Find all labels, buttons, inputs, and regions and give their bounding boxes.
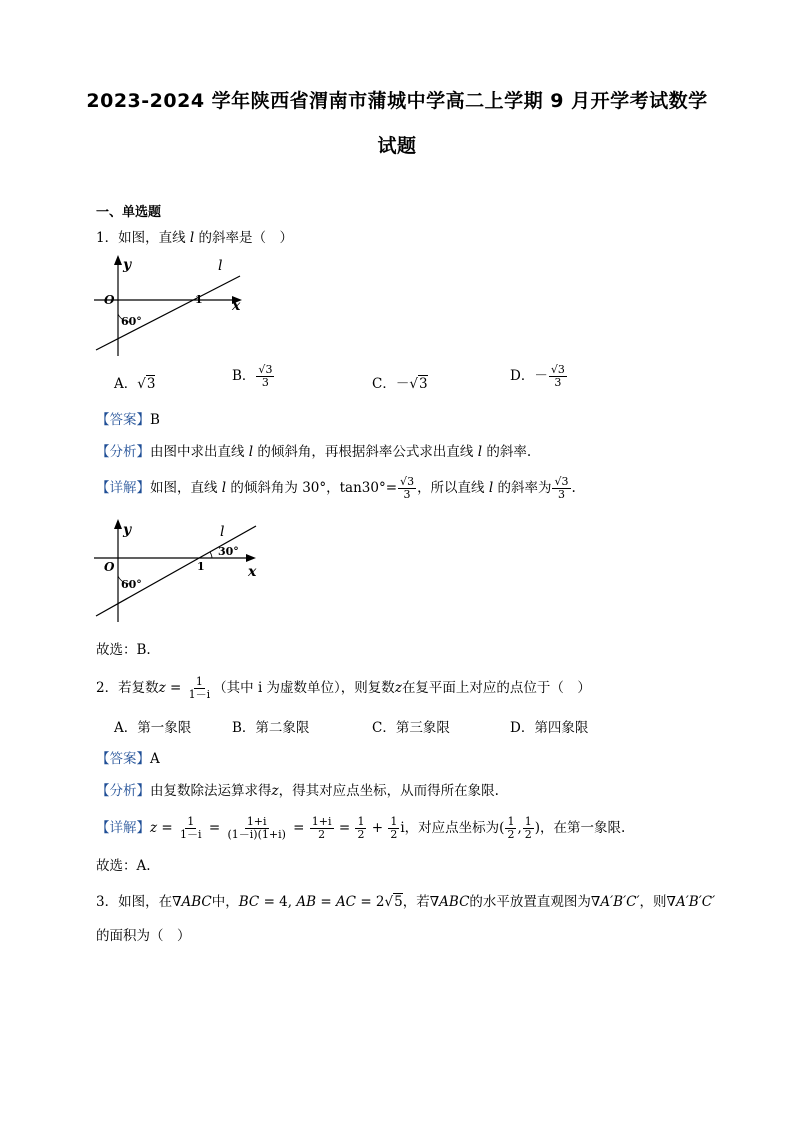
section-heading: 一、单选题 (96, 205, 162, 220)
label-x: x (232, 298, 241, 314)
q2-stem: 2．若复数z = $\frac{1}{1-i}$ （其中 i 为虚数单位），则复数z在复平面上对应的点位于（ ） (96, 675, 591, 701)
page-title-line1: 2023-2024 学年陕西省渭南市蒲城中学高二上学期 9 月开学考试数学 (86, 90, 708, 112)
q1-analysis: 【分析】由图中求出直线 l 的倾斜角，再根据斜率公式求出直线 l 的斜率. (96, 444, 532, 460)
q2-analysis: 【分析】由复数除法运算求得z，得其对应点坐标，从而得所在象限. (96, 783, 499, 799)
angle-arc-30 (210, 552, 212, 558)
label-angle60: 60° (121, 315, 142, 328)
y-arrow (114, 255, 122, 265)
label-y: y (123, 522, 132, 538)
sqrt-symbol: √3 (409, 376, 428, 392)
label-x: x (248, 564, 257, 580)
q1-detail: 【详解】如图，直线 l 的倾斜角为 30°，tan30°= $\frac{√3}{3}$ ，所以直线 l 的斜率为 $\frac{√3}{3}$ . (96, 475, 576, 501)
page-title-line2: 试题 (377, 135, 417, 157)
q2-conclusion: 故选：A. (96, 858, 151, 874)
y-arrow (114, 519, 122, 529)
label-o: O (104, 293, 115, 307)
q1-option-b: B． $\frac{√3}{3}$ (232, 363, 273, 389)
q1-option-c: C．－√3 (372, 376, 428, 392)
label-angle30: 30° (218, 545, 239, 558)
q2-detail: 【详解】z = $\frac{1}{1-i}$ = $\frac{1+i}{(1-i)(1+i)}$ = $\frac{1+i}{2}$ = $\frac{1}{2}$ + $\frac{1}{2}$ i，对应点坐标为( $\frac{1}{2}$ , $\frac{1}{2}$ )，在第一象限. (96, 815, 626, 841)
q3-stem-line2: 的面积为（ ） (96, 928, 191, 944)
x-arrow (246, 554, 256, 562)
q2-option-b: B．第二象限 (232, 720, 310, 736)
q1-option-d: D．－ $\frac{√3}{3}$ (510, 363, 565, 389)
label-y: y (123, 257, 132, 273)
q1-conclusion: 故选：B. (96, 642, 151, 658)
q1-answer: 【答案】B (96, 412, 160, 428)
label-one: 1 (197, 560, 205, 573)
label-angle60: 60° (121, 578, 142, 591)
sqrt-symbol: √5 (384, 894, 403, 910)
label-l: l (220, 524, 225, 540)
q2-option-a: A．第一象限 (114, 720, 192, 736)
q3-stem: 3．如图，在∇ABC中，BC = 4, AB = AC = 2√5，若∇ABC的水平放置直观图为∇A′B′C′，则∇A′B′C′ (96, 894, 716, 910)
q1-option-a: A．√3 (114, 376, 156, 392)
label-one: 1 (195, 293, 203, 306)
q1-figure-2 (92, 518, 262, 626)
q2-option-c: C．第三象限 (372, 720, 450, 736)
label-o: O (104, 560, 115, 574)
q1-figure-1 (92, 252, 252, 360)
line-l (96, 526, 256, 616)
q2-option-d: D．第四象限 (510, 720, 589, 736)
label-l: l (218, 258, 223, 274)
q1-stem: 1．如图，直线 l 的斜率是（ ） (96, 230, 294, 246)
q2-answer: 【答案】A (96, 751, 160, 767)
sqrt-symbol: √3 (137, 376, 156, 392)
